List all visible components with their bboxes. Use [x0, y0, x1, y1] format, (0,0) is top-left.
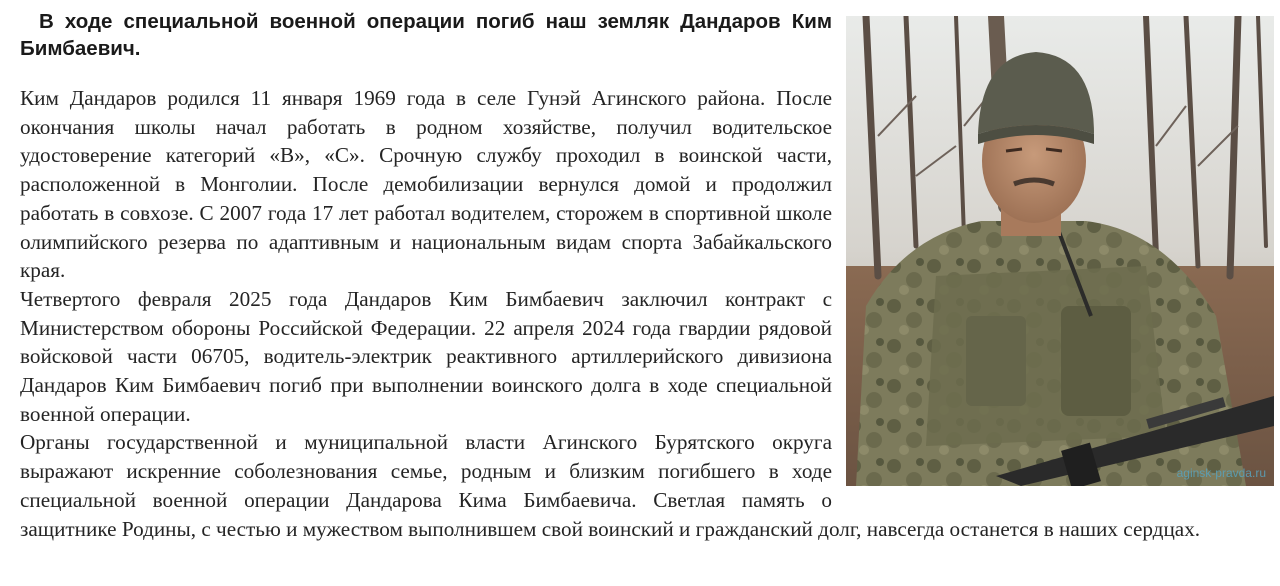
portrait-illustration — [846, 16, 1274, 486]
paragraph-service: Четвертого февраля 2025 года Дандаров Ким Бимбаевич заключил контракт с Министерством обороны Российской Федерации. 22 апреля 2024 года гвардии рядовой войсковой части 06705, водитель-электрик реактивного артиллерийского дивизиона Дандаров Ким Бимбаевич погиб при выполнении воинского долга в ходе специальной военной операции. — [20, 286, 832, 426]
photo-watermark: aginsk-pravda.ru — [1176, 466, 1266, 480]
article — [20, 8, 1274, 543]
paragraph-condolences: Органы государственной и муниципальной власти Агинского Бурятского округа выражают искренние соболезнования семье, родным и близким погибшего в ходе специальной военной операции Дандарова Кима Бимбаевича. Светлая память о защитнике Родины, с честью и мужеством выполнившем свой воинский и гражданский долг, навсегда останется в наших сердцах. — [20, 430, 1201, 541]
article-headline: В ходе специальной военной операции погиб наш земляк Дандаров Ким Бимбаевич. — [20, 10, 832, 60]
paragraph-biography: Ким Дандаров родился 11 января 1969 года в селе Гунэй Агинского района. После окончания школы начал работать в родном хозяйстве, получил водительское удостоверение категорий «В», «С». Срочную службу проходил в воинской части, расположенной в Монголии. После демобилизации вернулся домой и продолжил работать в совхозе. С 2007 года 17 лет работал водителем, сторожем в спортивной школе олимпийского резерва по адаптивным и национальным видам спорта Забайкальского края. — [20, 86, 832, 283]
soldier-portrait-photo — [846, 16, 1274, 486]
